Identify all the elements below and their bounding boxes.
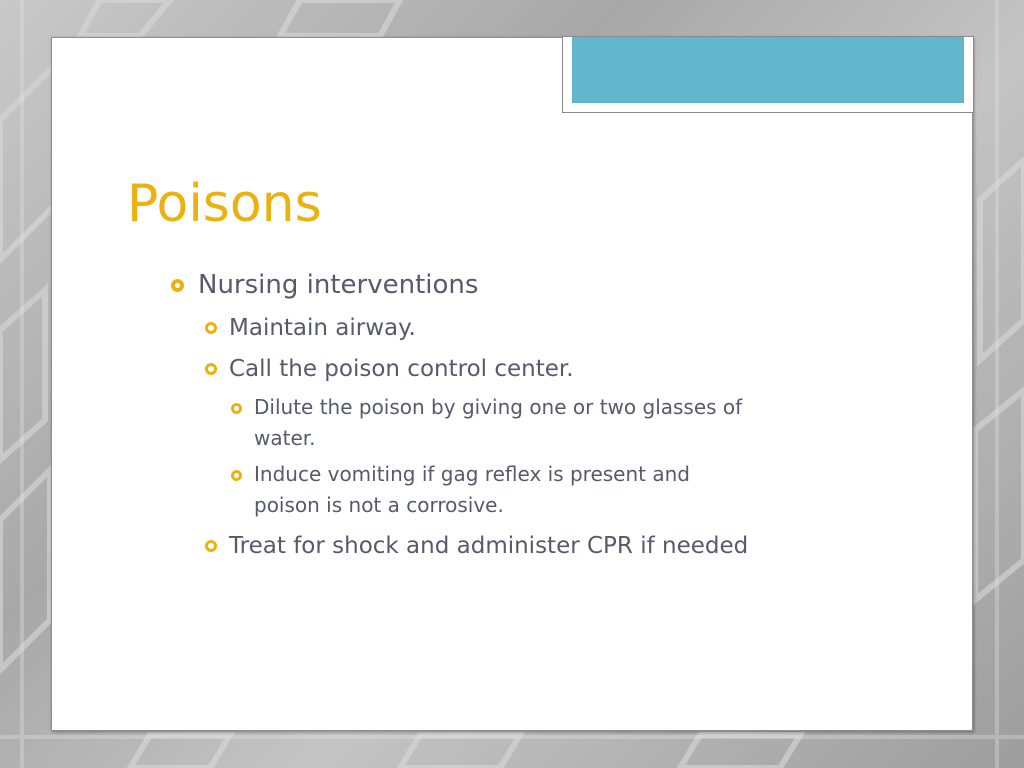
bullet-text-line-2: poison is not a corrosive. [254,493,504,517]
bullet-treat-shock-cpr [229,531,748,561]
bullet-text: Nursing interventions [198,270,479,300]
bullet-text-line-1: Dilute the poison by giving one or two glasses of [254,395,743,419]
bullet-text: Call the poison control center. [229,356,574,382]
slide-canvas [51,37,973,731]
accent-tab-frame [562,36,974,113]
bullet-text-line-1: Induce vomiting if gag reflex is present and [254,462,690,486]
bullet-text: Maintain airway. [229,315,416,341]
bullet-call-poison-control [229,354,574,384]
slide-title: Poisons [127,174,322,234]
bullet-maintain-airway [229,313,416,343]
bullet-text: Treat for shock and administer CPR if needed [229,533,749,559]
bullet-circle-icon [231,470,242,481]
bullet-circle-icon [231,403,242,414]
bullet-dilute-poison [254,392,742,454]
bullet-induce-vomiting [254,459,690,521]
bullet-text-line-2: water. [254,426,316,450]
bullet-circle-icon [205,322,217,334]
bullet-circle-icon [205,540,217,552]
bullet-circle-icon [171,279,184,292]
accent-tab [572,37,964,103]
bullet-nursing-interventions [198,269,478,301]
bullet-circle-icon [205,363,217,375]
